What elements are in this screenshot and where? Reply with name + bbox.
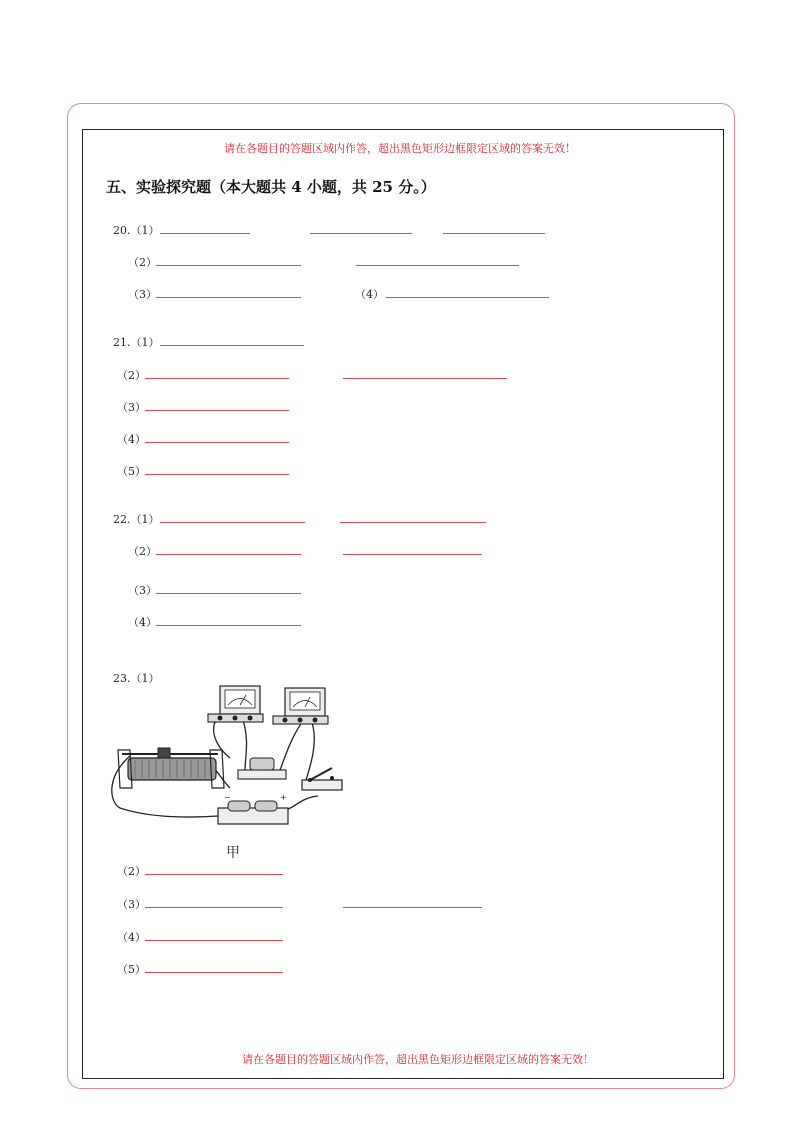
q23-2-answer-line[interactable] [145, 874, 283, 875]
q20-2-label: （2） [128, 256, 157, 269]
section-title: 五、实验探究题（本大题共 4 小题，共 25 分。） [106, 178, 436, 196]
q22-3-answer-line[interactable] [156, 593, 301, 594]
q20-3-label: （3） [128, 288, 157, 301]
bottom-notice: 请在各题目的答题区域内作答，超出黑色矩形边框限定区域的答案无效！ [242, 1053, 594, 1066]
q22-4-answer-line[interactable] [156, 625, 301, 626]
top-notice: 请在各题目的答题区域内作答，超出黑色矩形边框限定区域的答案无效！ [224, 142, 576, 155]
q23-3-answer-line-a[interactable] [145, 907, 283, 908]
rheostat-icon [118, 748, 224, 788]
q23-3-answer-line-b[interactable] [343, 907, 482, 908]
svg-text:−: − [224, 793, 231, 802]
q20-3-answer-line[interactable] [156, 297, 301, 298]
q20-4-label: （4） [355, 288, 384, 301]
q22-1-answer-line-b[interactable] [340, 522, 486, 523]
q22-1-label: 22.（1） [113, 513, 160, 526]
q22-2-answer-line-a[interactable] [156, 554, 301, 555]
q20-1-answer-line-a[interactable] [160, 233, 250, 234]
q21-5-label: （5） [117, 465, 146, 478]
q21-1-answer-line[interactable] [160, 345, 304, 346]
q22-1-answer-line-a[interactable] [160, 522, 305, 523]
q21-3-label: （3） [117, 401, 146, 414]
q21-4-label: （4） [117, 433, 146, 446]
q23-3-label: （3） [117, 898, 146, 911]
q21-2-label: （2） [117, 369, 146, 382]
q22-2-label: （2） [128, 545, 157, 558]
q21-2-answer-line-b[interactable] [343, 378, 507, 379]
q20-2-answer-line-b[interactable] [356, 265, 519, 266]
q22-4-label: （4） [128, 616, 157, 629]
voltmeter-icon [273, 688, 328, 724]
ammeter-icon [208, 686, 263, 722]
q23-4-label: （4） [117, 931, 146, 944]
q20-2-answer-line-a[interactable] [156, 265, 301, 266]
q21-4-answer-line[interactable] [145, 442, 289, 443]
q22-2-answer-line-b[interactable] [343, 554, 482, 555]
q23-4-answer-line[interactable] [145, 940, 283, 941]
q23-2-label: （2） [117, 865, 146, 878]
q21-2-answer-line-a[interactable] [145, 378, 289, 379]
q20-1-label: 20.（1） [113, 224, 160, 237]
figure-caption: 甲 [226, 845, 240, 861]
circuit-figure [110, 678, 350, 858]
q23-5-label: （5） [117, 963, 146, 976]
q23-1-label: 23.（1） [113, 672, 160, 685]
q20-4-answer-line[interactable] [386, 297, 549, 298]
q23-5-answer-line[interactable] [145, 972, 283, 973]
q22-3-label: （3） [128, 584, 157, 597]
svg-text:+: + [280, 793, 287, 802]
answer-area-frame [82, 129, 724, 1079]
q20-1-answer-line-c[interactable] [443, 233, 545, 234]
q20-1-answer-line-b[interactable] [310, 233, 412, 234]
q21-5-answer-line[interactable] [145, 474, 289, 475]
q21-3-answer-line[interactable] [145, 410, 289, 411]
q21-1-label: 21.（1） [113, 336, 160, 349]
battery-icon [218, 793, 288, 824]
